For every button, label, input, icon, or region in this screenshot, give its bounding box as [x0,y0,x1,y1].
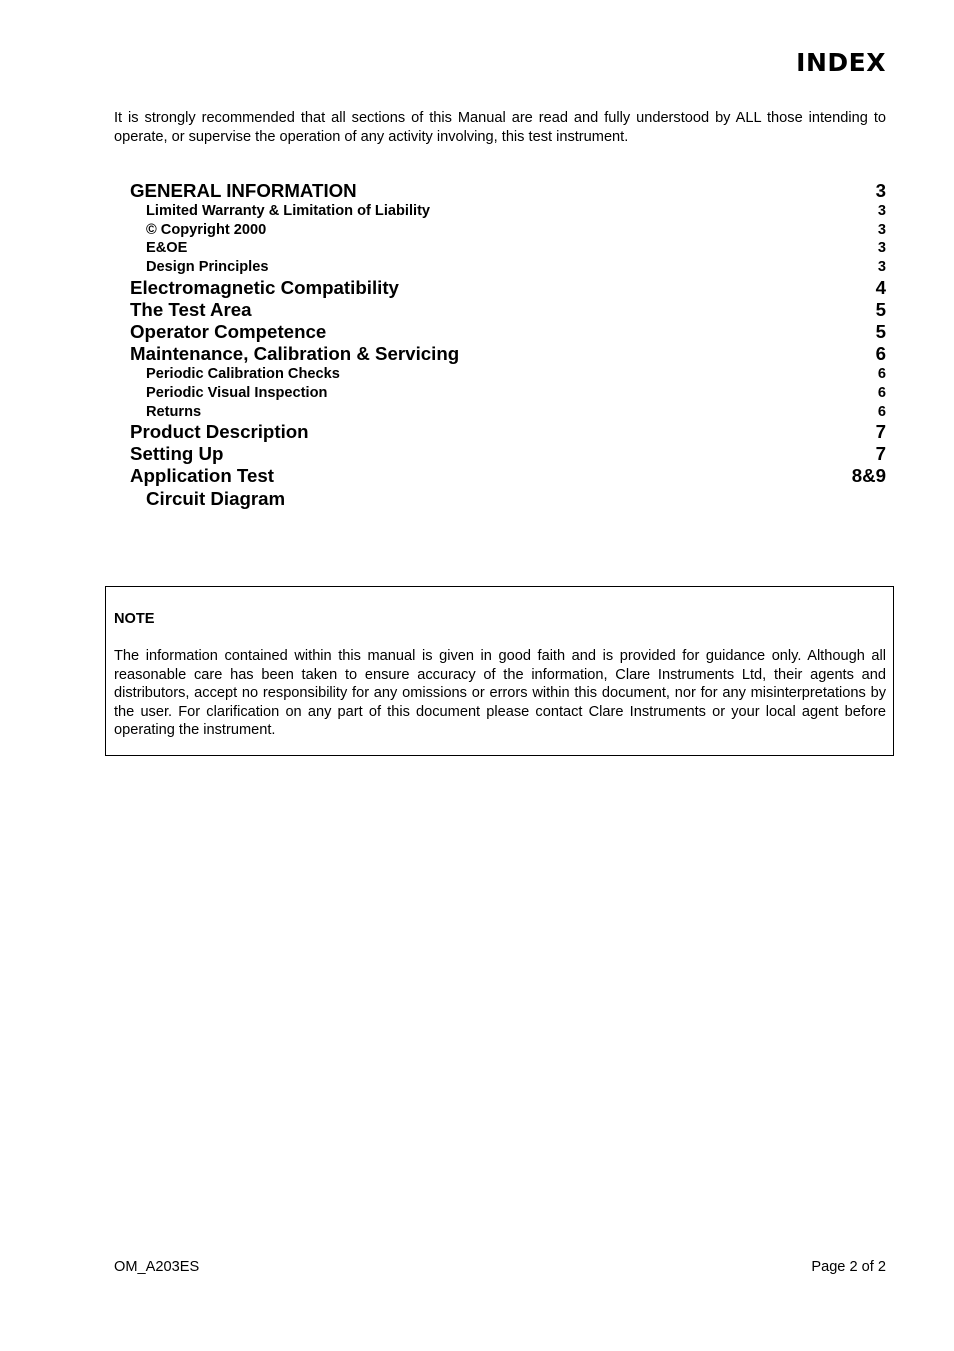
toc-entry-page: 5 [875,320,886,342]
toc-entry-label: Maintenance, Calibration & Servicing [130,343,460,365]
toc-entry-label: Product Description [130,421,309,443]
toc-entry-page: 6 [877,384,886,401]
note-body: The information contained within this manual is given in good faith and is provided for guidance only. Although all reasonable care has been taken to ensure accuracy of the information, Clare Instruments Ltd, their agents and distributors, accept no responsibility for any omissions or errors within this document, nor for any misinterpretations by the user. For clarification on any part of this document please contact Clare Instruments or your local agent before operating the instrument. [114,648,886,738]
toc-subentry[interactable] [130,258,886,277]
toc-entry-page: 5 [875,298,886,320]
toc-entry[interactable] [130,443,886,465]
toc-entry[interactable] [130,465,886,487]
toc-entry-label: © Copyright 2000 [146,221,267,238]
toc-entry[interactable] [130,421,886,443]
toc-subentry[interactable] [130,403,886,422]
toc-entry[interactable] [130,343,886,365]
intro-paragraph: It is strongly recommended that all sections of this Manual are read and fully understood by ALL those intending to operate, or supervise the operation of any activity involving, this test instrument. [114,110,886,145]
toc-entry-page: 4 [875,276,886,298]
toc-subentry[interactable] [130,221,886,240]
toc-entry-label: E&OE [146,240,188,257]
toc-entry-page: 3 [877,240,886,257]
toc-subentry[interactable] [130,365,886,384]
toc-entry-page: 7 [875,421,886,443]
toc-entry-label: Design Principles [146,258,269,275]
toc-subentry[interactable] [130,384,886,403]
toc-entry-page: 3 [875,180,886,201]
toc-entry-page: 3 [877,258,886,275]
toc-entry[interactable] [130,321,886,343]
toc-entry-label: GENERAL INFORMATION [130,180,357,201]
toc-entry-label: Circuit Diagram [146,487,286,509]
footer-document-id: OM_A203ES [114,1259,200,1275]
toc-entry-page: 7 [875,443,886,465]
toc-entry-page: 6 [877,366,886,383]
page-title: INDEX [796,48,886,77]
toc-entry-label: Application Test [130,465,274,487]
toc-entry-label: Returns [146,403,202,420]
toc-entry-label: Periodic Visual Inspection [146,384,328,401]
toc-entry-label: Limited Warranty & Limitation of Liability [146,203,431,220]
toc-entry-page: 3 [877,221,886,238]
toc-entry-page: 6 [875,343,886,365]
toc-entry-label: Periodic Calibration Checks [146,366,340,383]
toc-entry-page: 8&9 [851,465,886,487]
toc-subentry[interactable] [130,488,886,510]
toc-entry[interactable] [130,277,886,299]
toc-entry[interactable] [130,299,886,321]
toc-entry-label: The Test Area [130,298,252,320]
footer-page-number: Page 2 of 2 [811,1259,886,1275]
toc-entry-page: 6 [877,403,886,420]
note-title: NOTE [114,611,155,627]
toc-entry[interactable] [130,180,886,202]
toc-entry-label: Operator Competence [130,320,327,342]
toc-subentry[interactable] [130,202,886,221]
toc-entry-label: Electromagnetic Compatibility [130,276,399,298]
toc-subentry[interactable] [130,239,886,258]
toc-entry-page: 3 [877,203,886,220]
table-of-contents [130,180,886,510]
toc-entry-label: Setting Up [130,443,224,465]
note-box [105,586,894,756]
